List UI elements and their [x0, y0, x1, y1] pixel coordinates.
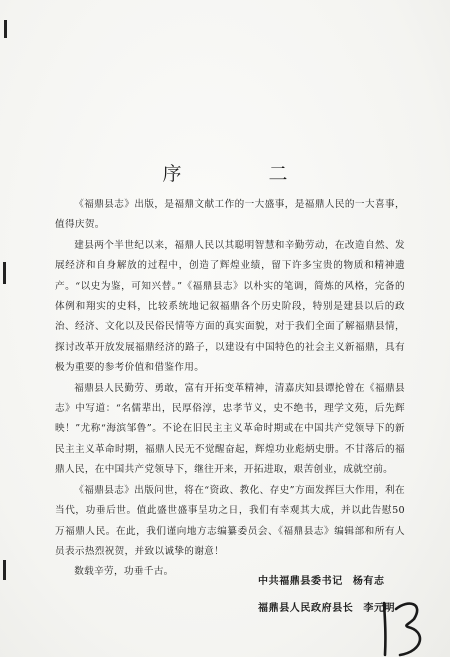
- paragraph: 数载辛劳，功垂千古。: [74, 566, 174, 578]
- page-title: 序 二: [162, 162, 322, 185]
- paragraph: 福鼎县人民勤劳、勇敢，富有开拓变革精神，清嘉庆知县谭抡曾在《福鼎县志》中写道：“名儒辈出，民厚俗淳，忠孝节义，史不绝书，理学文苑，后先辉映！”尤称“海滨邹鲁”。不论在旧民主主义革命时期或在中国共产党领导下的新民主主义革命时期，福鼎人民无不觉醒奋起，辉煌功业彪炳史册。不甘落后的福鼎人民，在中国共产党领导下，继往开来，开拓进取，艰苦创业，成就空前。: [55, 382, 405, 476]
- handwritten-page-number: [374, 595, 436, 657]
- scan-edge-mark: [3, 560, 6, 580]
- preface-body: [55, 195, 405, 583]
- signature-title: 中共福鼎县委书记: [258, 576, 343, 587]
- paragraph: 《福鼎县志》出版，是福鼎文献工作的一大盛事，是福鼎人民的一大喜事，值得庆贺。: [55, 199, 405, 231]
- scan-edge-mark: [4, 20, 7, 38]
- paragraph: 建县两个半世纪以来，福鼎人民以其聪明智慧和辛勤劳动，在改造自然、发展经济和自身解放的过程中，创造了辉煌业绩，留下许多宝贵的物质和精神遗产。“以史为鉴，可知兴替。”《福鼎县志》以朴实的笔调，简炼的风格，完备的体例和翔实的史料，比较系统地记叙福鼎各个历史阶段，特别是建县以后的政治、经济、文化以及民俗民情等方面的真实面貌，对于我们全面了解福鼎县情，探讨改革开放发展福鼎经济的路子，以建设有中国特色的社会主义新福鼎，具有极为重要的参考价值和借鉴作用。: [55, 239, 405, 374]
- scan-edge-mark: [3, 262, 6, 284]
- signature-name: 杨有志: [352, 576, 385, 587]
- signature-line-1: [258, 572, 385, 587]
- signature-title: 福鼎县人民政府县长: [258, 603, 354, 614]
- signature-name: 李元明: [363, 603, 396, 614]
- paragraph: 《福鼎县志》出版问世，将在“资政、教化、存史”方面发挥巨大作用，利在当代，功垂后世。值此盛世盛事呈功之日，我们有幸观其大成，并以此告慰50万福鼎人民。在此，我们谨向地方志编纂委员会、《福鼎县志》编辑部和所有人员表示热烈祝贺，并致以诚挚的谢意！: [55, 484, 405, 557]
